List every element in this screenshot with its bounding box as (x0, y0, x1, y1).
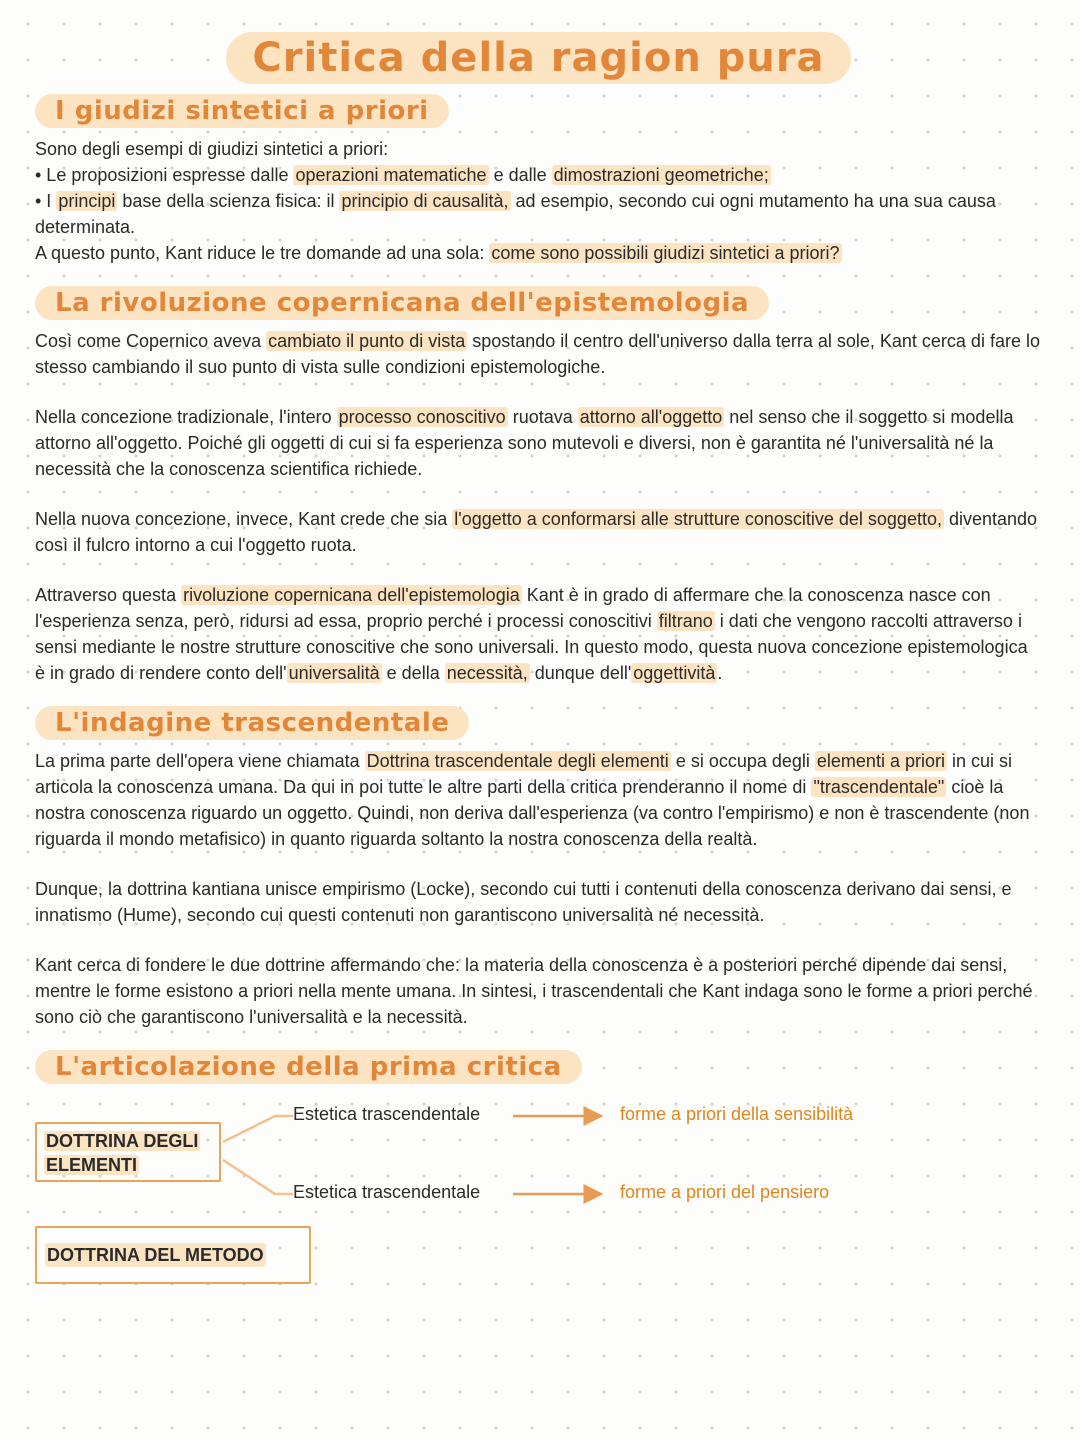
highlighted-text: universalità (288, 663, 380, 683)
title-row (35, 26, 1042, 84)
highlighted-text: necessità, (446, 663, 528, 683)
highlighted-text: cambiato il punto di vista (268, 331, 466, 351)
section-heading: La rivoluzione copernicana dell'epistemologia (35, 286, 769, 320)
highlighted-text: elementi a priori (816, 751, 945, 771)
highlighted-text: come sono possibili giudizi sintetici a priori? (491, 243, 840, 263)
text-segment: base della scienza fisica: il (117, 191, 340, 211)
box-text-line: DOTTRINA DEGLI (46, 1131, 199, 1151)
text-segment: cioè la nostra conoscenza riguardo un oggetto. Quindi, non deriva dall'esperienza (va contro l'empirismo) e non è trascendente (non riguarda il mondo metafisico) in quanto riguarda soltanto la nostra conoscenza della realtà. (35, 777, 1030, 849)
highlighted-text: oggettività (633, 663, 716, 683)
highlighted-text: rivoluzione copernicana dell'epistemologia (183, 585, 520, 605)
branch-result: forme a priori della sensibilità (620, 1104, 854, 1124)
highlighted-text: l'oggetto a conformarsi alle strutture conoscitive del soggetto, (454, 509, 942, 529)
paragraph (35, 582, 1042, 686)
section-heading-row (35, 94, 1042, 128)
highlighted-text: principio di causalità, (341, 191, 509, 211)
text-segment: • Le proposizioni espresse dalle (35, 165, 294, 185)
text-segment: spostando il centro dell'universo dalla terra al sole, Kant cerca di fare lo stesso cambiando il suo punto di vista sulle condizioni epistemologiche. (35, 331, 1040, 377)
dottrina-elementi-box (35, 1122, 221, 1182)
section-indagine-trascendentale (35, 706, 1042, 1030)
section-heading: L'articolazione della prima critica (35, 1050, 582, 1084)
section-articolazione (35, 1050, 1042, 1294)
text-segment: Attraverso questa (35, 585, 182, 605)
text-segment: • I (35, 191, 57, 211)
highlighted-text: operazioni matematiche (295, 165, 487, 185)
text-segment: Così come Copernico aveva (35, 331, 267, 351)
bullet-line (35, 188, 1042, 240)
text-segment: . (717, 663, 723, 683)
highlighted-text: principi (58, 191, 116, 211)
branch-label: Estetica trascendentale (293, 1182, 481, 1202)
branch-result: forme a priori del pensiero (620, 1182, 830, 1202)
bullet-line (35, 162, 1042, 188)
text-segment: A questo punto, Kant riduce le tre domande ad una sola: (35, 243, 490, 263)
text-segment: Kant è in grado di affermare che la conoscenza nasce con l'esperienza senza, però, ridursi ad essa, proprio perché i processi conoscitivi (35, 585, 991, 631)
page-title: Critica della ragion pura (226, 32, 850, 84)
paragraph (35, 328, 1042, 380)
text-segment: in cui si articola la conoscenza umana. Da qui in poi tutte le altre parti della critica prenderanno il nome di (35, 751, 1012, 797)
paragraph (35, 952, 1042, 1030)
text-segment: e della (381, 663, 445, 683)
paragraph (35, 136, 1042, 162)
branch-label: Estetica trascendentale (293, 1104, 481, 1124)
text-segment: Dunque, la dottrina kantiana unisce empirismo (Locke), secondo cui tutti i contenuti della conoscenza derivano dai sensi, e innatismo (Hume), secondo cui questi contenuti non garantiscono universalità né necessità. (35, 879, 1012, 925)
text-segment: diventando così il fulcro intorno a cui l'oggetto ruota. (35, 509, 1038, 555)
text-segment: i dati che vengono raccolti attraverso i sensi mediante le nostre strutture conoscitive che sono universali. In questo modo, questa nuova concezione epistemologica è in grado di rendere conto dell' (35, 611, 1028, 683)
text-segment: dunque dell' (529, 663, 632, 683)
diagram-prima-critica (35, 1094, 1042, 1294)
section-heading-row (35, 286, 1042, 320)
paragraph (35, 240, 1042, 266)
section-heading: L'indagine trascendentale (35, 706, 469, 740)
branch-connector-bottom (223, 1160, 293, 1194)
highlighted-text: filtrano (658, 611, 713, 631)
box-text-line: DOTTRINA DEL METODO (47, 1245, 264, 1265)
section-heading-row (35, 1050, 1042, 1084)
text-segment: e si occupa degli (670, 751, 815, 771)
section-heading-row (35, 706, 1042, 740)
text-segment: ruotava (507, 407, 578, 427)
paragraph (35, 876, 1042, 928)
text-segment: ad esempio, secondo cui ogni mutamento ha una sua causa determinata. (35, 191, 996, 237)
paragraph (35, 404, 1042, 482)
text-segment: Sono degli esempi di giudizi sintetici a priori: (35, 139, 389, 159)
highlighted-text: processo conoscitivo (338, 407, 506, 427)
branch-connector-top (223, 1116, 293, 1142)
text-segment: Nella nuova concezione, invece, Kant crede che sia (35, 509, 453, 529)
text-segment: Nella concezione tradizionale, l'intero (35, 407, 337, 427)
text-segment: nel senso che il soggetto si modella attorno all'oggetto. Poiché gli oggetti di cui si fa esperienza sono mutevoli e diversi, non è garantita né l'universalità né la necessità che la conoscenza scientifica richiede. (35, 407, 1014, 479)
box-text-line: ELEMENTI (46, 1155, 138, 1175)
highlighted-text: dimostrazioni geometriche; (553, 165, 769, 185)
highlighted-text: Dottrina trascendentale degli elementi (366, 751, 669, 771)
paragraph (35, 506, 1042, 558)
dottrina-metodo-box (35, 1226, 311, 1284)
highlighted-text: "trascendentale" (813, 777, 945, 797)
section-heading: I giudizi sintetici a priori (35, 94, 449, 128)
text-segment: Kant cerca di fondere le due dottrine affermando che: la materia della conoscenza è a posteriori perché dipende dai sensi, mentre le forme esistono a priori nella mente umana. In sintesi, i trascendentali che Kant indaga sono le forme a priori perché sono ciò che garantiscono l'universalità e la necessità. (35, 955, 1033, 1027)
section-giudizi-sintetici (35, 94, 1042, 266)
text-segment: e dalle (488, 165, 552, 185)
highlighted-text: attorno all'oggetto (579, 407, 723, 427)
paragraph (35, 748, 1042, 852)
text-segment: La prima parte dell'opera viene chiamata (35, 751, 365, 771)
section-rivoluzione-copernicana (35, 286, 1042, 686)
